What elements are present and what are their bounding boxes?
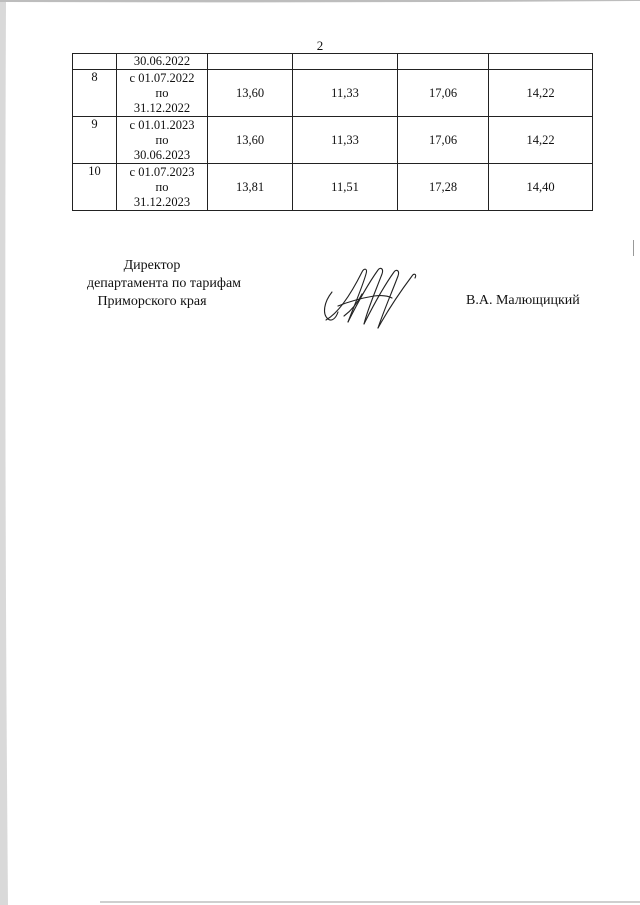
value-cell: 13,60 [208, 70, 293, 117]
period-cell [117, 164, 208, 211]
period-start: с 01.07.2022 [129, 70, 195, 85]
value-cell: 17,06 [398, 117, 489, 164]
period-separator: по [155, 179, 169, 194]
row-number: 10 [73, 164, 117, 211]
period-separator: по [155, 85, 169, 100]
signer-title-line: Приморского края [97, 294, 207, 309]
handwritten-signature [318, 262, 418, 330]
period-end: 30.06.2022 [133, 54, 191, 68]
period-end: 31.12.2023 [133, 194, 191, 209]
period-start: с 01.01.2023 [129, 117, 195, 132]
table-row [73, 54, 593, 70]
signer-title-line: департамента по тарифам [86, 276, 242, 291]
row-number: 8 [73, 70, 117, 117]
period-cell [117, 117, 208, 164]
value-cell: 17,28 [398, 164, 489, 211]
period-end: 30.06.2023 [133, 147, 191, 162]
table-row [73, 164, 593, 211]
value-cell: 11,33 [293, 70, 398, 117]
value-cell [293, 54, 398, 70]
table-row [73, 117, 593, 164]
page-number: 2 [316, 38, 324, 53]
value-cell: 17,06 [398, 70, 489, 117]
period-cell [117, 70, 208, 117]
tariff-table [72, 53, 593, 211]
signer-title-line: Директор [123, 258, 181, 273]
period-cell [117, 54, 208, 70]
row-number: 9 [73, 117, 117, 164]
value-cell: 13,60 [208, 117, 293, 164]
scan-shadow-left [0, 0, 14, 905]
value-cell: 14,22 [489, 117, 593, 164]
scan-shadow-bottom [100, 901, 640, 903]
value-cell: 13,81 [208, 164, 293, 211]
scan-mark [633, 240, 634, 256]
scan-shadow-top [0, 0, 640, 4]
signer-title [74, 257, 254, 311]
period-start: с 01.07.2023 [129, 164, 195, 179]
value-cell [398, 54, 489, 70]
value-cell: 11,33 [293, 117, 398, 164]
value-cell [208, 54, 293, 70]
period-end: 31.12.2022 [133, 100, 191, 115]
signer-name: В.А. Малющицкий [466, 293, 580, 308]
value-cell: 14,40 [489, 164, 593, 211]
value-cell: 14,22 [489, 70, 593, 117]
row-number [73, 54, 117, 70]
value-cell [489, 54, 593, 70]
period-separator: по [155, 132, 169, 147]
table-row [73, 70, 593, 117]
value-cell: 11,51 [293, 164, 398, 211]
